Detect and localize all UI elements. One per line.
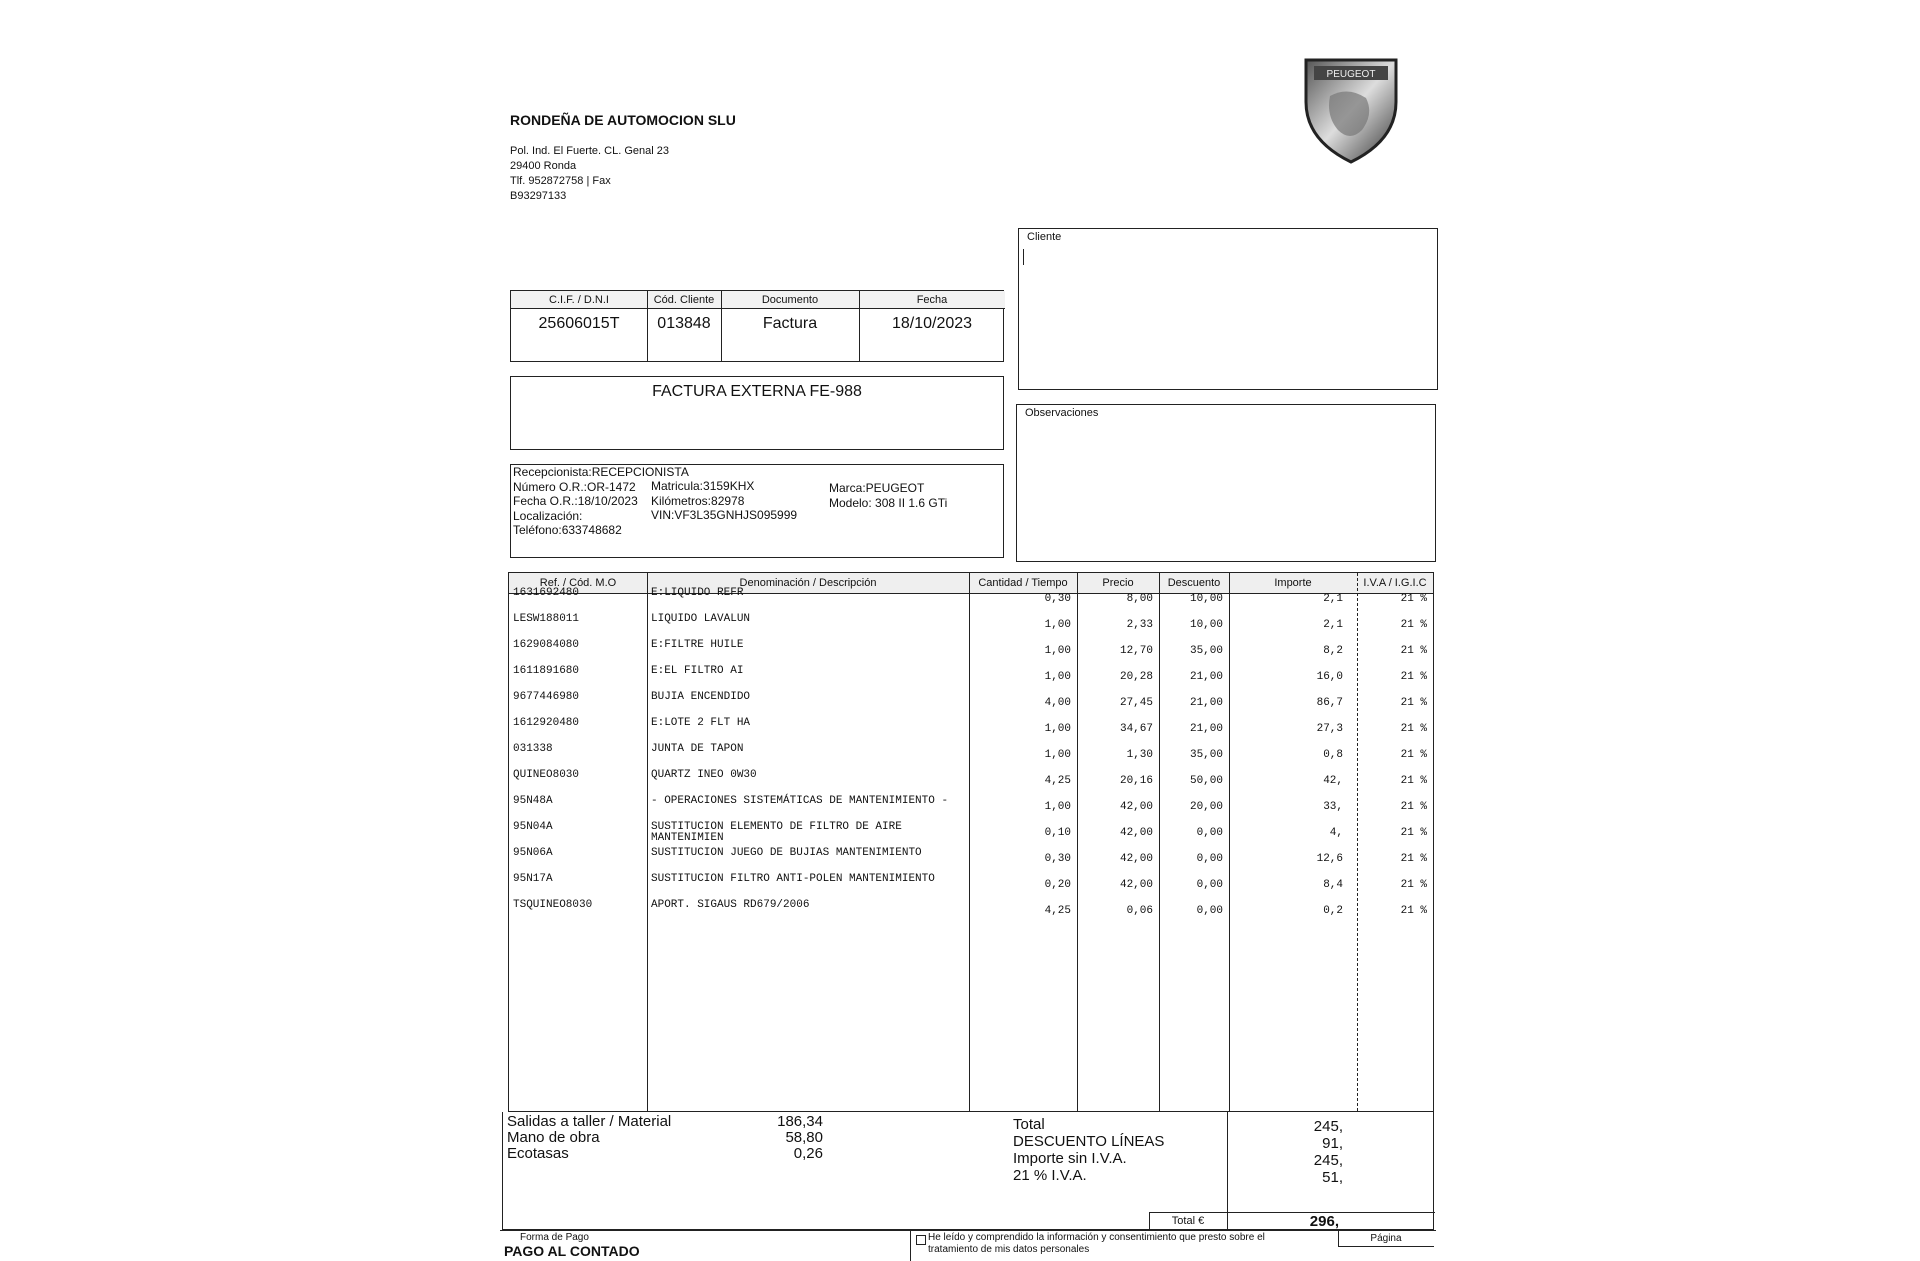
- cell-amount: 2,1: [1323, 619, 1343, 631]
- consent-line-1: He leído y comprendido la información y consentimiento que presto sobre el: [928, 1232, 1265, 1243]
- document-info-box: [510, 290, 1004, 362]
- ecotax-value: 0,26: [793, 1145, 823, 1162]
- cell-ref: 1629084080: [513, 639, 580, 651]
- cell-price: 1,30: [1126, 749, 1153, 761]
- summary-box: [502, 1112, 1434, 1230]
- cif-value: 25606015T: [538, 315, 620, 332]
- cell-vat: 21 %: [1400, 619, 1427, 631]
- table-row: [509, 743, 1433, 765]
- cell-qty: 4,25: [1044, 775, 1071, 787]
- cell-desc: APORT. SIGAUS RD679/2006: [651, 899, 810, 911]
- cell-amount: 8,2: [1323, 645, 1343, 657]
- total-label: Total: [1013, 1116, 1045, 1133]
- table-row: [509, 717, 1433, 739]
- vehicle-model: Modelo: 308 II 1.6 GTi: [829, 495, 948, 510]
- cell-disc: 0,00: [1196, 853, 1223, 865]
- cell-vat: 21 %: [1400, 593, 1427, 605]
- cell-desc: SUSTITUCION JUEGO DE BUJIAS MANTENIMIENTO: [651, 847, 922, 859]
- cell-price: 42,00: [1119, 853, 1153, 865]
- cell-vat: 21 %: [1400, 671, 1427, 683]
- page-label: Página: [1370, 1233, 1402, 1244]
- table-row: [509, 795, 1433, 817]
- invoice-title: FACTURA EXTERNA FE-988: [652, 383, 862, 400]
- cell-disc: 0,00: [1196, 827, 1223, 839]
- ecotax-label: Ecotasas: [507, 1145, 569, 1162]
- cell-vat: 21 %: [1400, 723, 1427, 735]
- document-value: Factura: [762, 315, 818, 332]
- labor-value: 58,80: [785, 1129, 823, 1146]
- or-number: Número O.R.:OR-1472: [513, 479, 636, 494]
- cell-desc: BUJIA ENCENDIDO: [651, 691, 751, 703]
- cell-qty: 1,00: [1044, 723, 1071, 735]
- cell-disc: 0,00: [1196, 905, 1223, 917]
- footer: [500, 1230, 1436, 1261]
- cell-desc: E:EL FILTRO AI: [651, 665, 744, 677]
- cell-vat: 21 %: [1400, 775, 1427, 787]
- cell-desc: E:LOTE 2 FLT HA: [651, 717, 751, 729]
- cell-qty: 4,25: [1044, 905, 1071, 917]
- cell-amount: 4,: [1329, 827, 1343, 839]
- cell-qty: 0,20: [1044, 879, 1071, 891]
- cell-amount: 0,8: [1323, 749, 1343, 761]
- receptionist: Recepcionista:RECEPCIONISTA: [513, 465, 689, 479]
- table-row: [509, 587, 1433, 609]
- cell-price: 42,00: [1119, 827, 1153, 839]
- materials-value: 186,34: [777, 1113, 823, 1130]
- labor-label: Mano de obra: [507, 1129, 600, 1146]
- company-address-line-2: 29400 Ronda: [510, 160, 577, 172]
- amount-header: Importe: [1229, 573, 1357, 593]
- cell-vat: 21 %: [1400, 645, 1427, 657]
- total-value: 245,: [1313, 1118, 1343, 1135]
- cell-desc: JUNTA DE TAPON: [651, 743, 744, 755]
- cell-ref: 95N17A: [513, 873, 553, 885]
- or-date: Fecha O.R.:18/10/2023: [513, 494, 638, 508]
- cell-vat: 21 %: [1400, 879, 1427, 891]
- cell-disc: 50,00: [1189, 775, 1223, 787]
- table-row: [509, 691, 1433, 713]
- cell-qty: 0,30: [1044, 593, 1071, 605]
- work-order-box: [510, 464, 1004, 558]
- company-cif: B93297133: [510, 190, 567, 202]
- cell-desc: QUARTZ INEO 0W30: [651, 769, 757, 781]
- cell-desc: LIQUIDO LAVALUN: [651, 613, 751, 625]
- company-phone: Tlf. 952872758 | Fax: [510, 175, 611, 187]
- cell-price: 42,00: [1119, 801, 1153, 813]
- payment-label: Forma de Pago: [520, 1232, 589, 1243]
- cell-vat: 21 %: [1400, 905, 1427, 917]
- items-table: [508, 572, 1434, 1112]
- vat-amount-value: 51,: [1322, 1169, 1343, 1186]
- ref-header: Ref. / Cód. M.O: [509, 573, 647, 593]
- cell-amount: 42,: [1323, 775, 1343, 787]
- cell-desc: SUSTITUCION FILTRO ANTI-POLEN MANTENIMIENTO: [651, 873, 935, 885]
- cell-ref: QUINEO8030: [513, 769, 580, 781]
- net-amount-label: Importe sin I.V.A.: [1013, 1150, 1127, 1167]
- table-row: [509, 873, 1433, 895]
- net-amount-value: 245,: [1313, 1152, 1343, 1169]
- location: Localización:: [513, 508, 583, 523]
- table-row: [509, 665, 1433, 687]
- consent-checkbox[interactable]: [916, 1235, 926, 1245]
- kilometers: Kilómetros:82978: [651, 493, 745, 508]
- vat-amount-label: 21 % I.V.A.: [1013, 1167, 1087, 1184]
- cell-qty: 1,00: [1044, 749, 1071, 761]
- cell-amount: 27,3: [1316, 723, 1343, 735]
- cell-price: 20,28: [1119, 671, 1153, 683]
- cell-amount: 86,7: [1316, 697, 1343, 709]
- discount-header: Descuento: [1159, 573, 1229, 593]
- cell-ref: 9677446980: [513, 691, 580, 703]
- cell-disc: 10,00: [1189, 619, 1223, 631]
- cell-ref: 1611891680: [513, 665, 580, 677]
- date-value: 18/10/2023: [891, 315, 973, 332]
- payment-value: PAGO AL CONTADO: [504, 1243, 640, 1259]
- table-row: [509, 847, 1433, 869]
- quantity-header: Cantidad / Tiempo: [969, 573, 1077, 593]
- client-code-header: Cód. Cliente: [647, 291, 721, 309]
- grand-total-label: Total €: [1171, 1215, 1205, 1227]
- client-label: Cliente: [1027, 231, 1062, 243]
- consent-line-2: tratamiento de mis datos personales: [928, 1244, 1090, 1255]
- table-row: [509, 821, 1433, 843]
- cell-amount: 8,4: [1323, 879, 1343, 891]
- cell-qty: 1,00: [1044, 619, 1071, 631]
- document-header: Documento: [721, 291, 859, 309]
- cell-amount: 33,: [1323, 801, 1343, 813]
- cell-ref: 95N06A: [513, 847, 553, 859]
- cell-price: 20,16: [1119, 775, 1153, 787]
- cif-header: C.I.F. / D.N.I: [511, 291, 647, 309]
- cell-disc: 20,00: [1189, 801, 1223, 813]
- date-header: Fecha: [859, 291, 1005, 309]
- cell-desc: SUSTITUCION ELEMENTO DE FILTRO DE AIRE: [651, 821, 902, 833]
- cell-desc: E:FILTRE HUILE: [651, 639, 744, 651]
- cell-ref: 95N48A: [513, 795, 553, 807]
- company-name: RONDEÑA DE AUTOMOCION SLU: [510, 112, 736, 128]
- cell-vat: 21 %: [1400, 853, 1427, 865]
- cell-amount: 12,6: [1316, 853, 1343, 865]
- line-discount-label: DESCUENTO LÍNEAS: [1013, 1133, 1165, 1150]
- cell-vat: 21 %: [1400, 749, 1427, 761]
- cell-amount: 16,0: [1316, 671, 1343, 683]
- cell-ref: 95N04A: [513, 821, 553, 833]
- vin: VIN:VF3L35GNHJS095999: [651, 508, 798, 522]
- grand-total-value: 296,: [1309, 1213, 1339, 1230]
- observations-label: Observaciones: [1025, 407, 1099, 419]
- plate: Matricula:3159KHX: [651, 479, 755, 493]
- client-box: [1018, 228, 1438, 390]
- vehicle-brand: Marca:PEUGEOT: [829, 481, 925, 495]
- table-row: [509, 769, 1433, 791]
- description-header: Denominación / Descripción: [647, 573, 969, 593]
- cell-amount: 2,1: [1323, 593, 1343, 605]
- cell-ref: 1631692480: [513, 587, 580, 599]
- cell-qty: 4,00: [1044, 697, 1071, 709]
- peugeot-logo: [1300, 56, 1402, 166]
- cell-vat: 21 %: [1400, 697, 1427, 709]
- cell-vat: 21 %: [1400, 801, 1427, 813]
- cell-ref: LESW188011: [513, 613, 580, 625]
- cell-vat: 21 %: [1400, 827, 1427, 839]
- cell-amount: 0,2: [1323, 905, 1343, 917]
- cell-desc-continued: MANTENIMIEN: [651, 832, 724, 844]
- cell-qty: 0,10: [1044, 827, 1071, 839]
- cell-disc: 35,00: [1189, 645, 1223, 657]
- cell-ref: TSQUINEO8030: [513, 899, 593, 911]
- cell-desc: E:LIQUIDO REFR: [651, 587, 744, 599]
- client-phone: Teléfono:633748682: [513, 523, 622, 537]
- observations-box: [1016, 404, 1436, 562]
- cell-qty: 1,00: [1044, 645, 1071, 657]
- logo-text: PEUGEOT: [1326, 69, 1376, 80]
- cell-disc: 0,00: [1196, 879, 1223, 891]
- cell-qty: 1,00: [1044, 671, 1071, 683]
- cell-disc: 21,00: [1189, 723, 1223, 735]
- table-row: [509, 613, 1433, 635]
- cell-desc: - OPERACIONES SISTEMÁTICAS DE MANTENIMIENTO -: [651, 795, 949, 807]
- cell-price: 42,00: [1119, 879, 1153, 891]
- cell-disc: 21,00: [1189, 697, 1223, 709]
- vat-header: I.V.A / I.G.I.C: [1357, 573, 1433, 593]
- company-address-line-1: Pol. Ind. El Fuerte. CL. Genal 23: [510, 145, 669, 157]
- client-code-value: 013848: [657, 315, 711, 332]
- cell-price: 12,70: [1119, 645, 1153, 657]
- cell-price: 2,33: [1126, 619, 1153, 631]
- consent-text: [928, 1232, 1265, 1256]
- cell-disc: 35,00: [1189, 749, 1223, 761]
- cell-price: 8,00: [1126, 593, 1153, 605]
- cell-price: 0,06: [1126, 905, 1153, 917]
- materials-label: Salidas a taller / Material: [507, 1113, 672, 1130]
- cell-ref: 1612920480: [513, 717, 580, 729]
- cell-price: 27,45: [1119, 697, 1153, 709]
- line-discount-value: 91,: [1322, 1135, 1343, 1152]
- cell-qty: 1,00: [1044, 801, 1071, 813]
- table-row: [509, 899, 1433, 921]
- table-row: [509, 639, 1433, 661]
- invoice-title-box: [510, 376, 1004, 450]
- cell-ref: 031338: [513, 743, 553, 755]
- price-header: Precio: [1077, 573, 1159, 593]
- cell-disc: 21,00: [1189, 671, 1223, 683]
- cell-price: 34,67: [1119, 723, 1153, 735]
- cell-qty: 0,30: [1044, 853, 1071, 865]
- cell-disc: 10,00: [1189, 593, 1223, 605]
